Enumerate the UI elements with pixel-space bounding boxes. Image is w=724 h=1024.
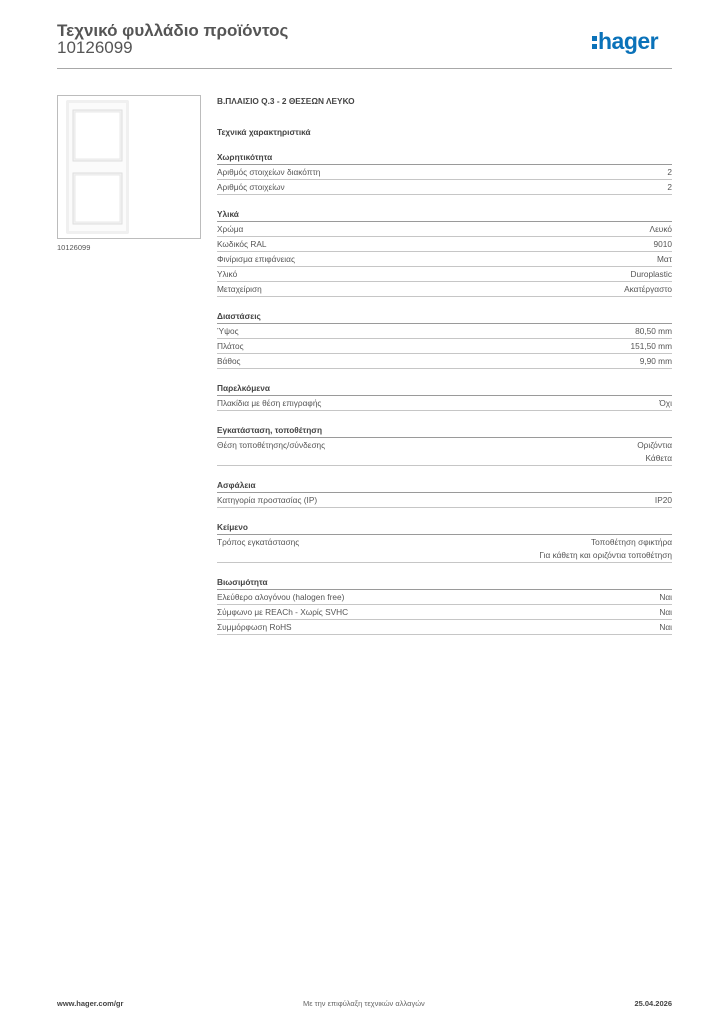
- section-title: Χωρητικότητα: [217, 152, 672, 165]
- spec-label: Θέση τοποθέτησης/σύνδεσης: [217, 440, 326, 450]
- footer-notice: Με την επιφύλαξη τεχνικών αλλαγών: [303, 999, 425, 1008]
- spec-value-line: 2: [667, 167, 672, 177]
- spec-value-line: Για κάθετη και οριζόντια τοποθέτηση: [539, 550, 672, 560]
- spec-value-line: Κάθετα: [645, 453, 672, 463]
- spec-value-line: 151,50 mm: [630, 341, 672, 351]
- spec-label: Φινίρισμα επιφάνειας: [217, 254, 295, 264]
- spec-label: Μεταχείριση: [217, 284, 262, 294]
- spec-label: Σύμφωνο με REACh - Χωρίς SVHC: [217, 607, 349, 617]
- spec-row: [217, 237, 672, 252]
- spec-section: [217, 209, 672, 297]
- spec-value-line: Duroplastic: [630, 269, 672, 279]
- spec-section: [217, 577, 672, 635]
- section-title: Διαστάσεις: [217, 311, 672, 324]
- spec-value-line: Ναι: [659, 607, 672, 617]
- logo-text: hager: [598, 28, 659, 54]
- spec-label: Αριθμός στοιχείων διακόπτη: [217, 167, 321, 177]
- spec-row: [217, 438, 672, 466]
- spec-value: [640, 355, 672, 368]
- spec-value: [630, 340, 672, 353]
- spec-value-line: Τοποθέτηση σφικτήρα: [590, 537, 672, 547]
- spec-value-line: Λευκό: [649, 224, 672, 234]
- spec-label: Χρώμα: [217, 224, 244, 234]
- spec-value: [539, 536, 672, 562]
- spec-label: Αριθμός στοιχείων: [217, 182, 285, 192]
- spec-value: [659, 606, 672, 619]
- spec-value-line: 80,50 mm: [635, 326, 672, 336]
- spec-row: [217, 222, 672, 237]
- product-name: Β.ΠΛΑΙΣΙΟ Q.3 - 2 ΘΕΣΕΩΝ ΛΕΥΚΟ: [217, 96, 355, 106]
- spec-value-line: 2: [667, 182, 672, 192]
- spec-label: Υλικό: [217, 269, 238, 279]
- logo-dots-icon: [592, 34, 597, 50]
- spec-label: Πλάτος: [217, 341, 244, 351]
- spec-section: [217, 383, 672, 411]
- spec-label: Κατηγορία προστασίας (IP): [217, 495, 318, 505]
- spec-label: Τρόπος εγκατάστασης: [217, 537, 300, 547]
- spec-value-line: Ματ: [657, 254, 672, 264]
- spec-value: [659, 621, 672, 634]
- spec-row: [217, 165, 672, 180]
- spec-value: [624, 283, 672, 296]
- section-title: Ασφάλεια: [217, 480, 672, 493]
- product-image: [57, 95, 201, 239]
- spec-row: [217, 267, 672, 282]
- spec-section: [217, 480, 672, 508]
- spec-value-line: 9010: [653, 239, 672, 249]
- section-title: Υλικά: [217, 209, 672, 222]
- spec-value: [654, 238, 672, 251]
- spec-label: Πλακίδια με θέση επιγραφής: [217, 398, 322, 408]
- footer-website: www.hager.com/gr: [57, 999, 124, 1008]
- spec-section: [217, 425, 672, 466]
- spec-row: [217, 590, 672, 605]
- spec-value: [630, 268, 672, 281]
- spec-value: [637, 439, 672, 465]
- spec-label: Συμμόρφωση RoHS: [217, 622, 292, 632]
- spec-row: [217, 605, 672, 620]
- spec-row: [217, 493, 672, 508]
- spec-row: [217, 282, 672, 297]
- spec-row: [217, 252, 672, 267]
- document-title: Τεχνικό φυλλάδιο προϊόντος: [57, 21, 289, 40]
- image-caption: 10126099: [57, 243, 91, 252]
- spec-row: [217, 396, 672, 411]
- spec-row: [217, 180, 672, 195]
- spec-value: [635, 325, 672, 338]
- spec-value: [667, 166, 672, 179]
- spec-value: [659, 591, 672, 604]
- spec-value-line: IP20: [654, 495, 672, 505]
- spec-label: Ύψος: [217, 326, 239, 336]
- spec-value: [667, 181, 672, 194]
- spec-row: [217, 354, 672, 369]
- section-title: Βιωσιμότητα: [217, 577, 672, 590]
- spec-row: [217, 339, 672, 354]
- hager-logo: [592, 29, 658, 53]
- spec-value-line: Ακατέργαστο: [624, 284, 672, 294]
- spec-sections: [217, 152, 672, 635]
- spec-value: [657, 253, 672, 266]
- spec-value-line: Οριζόντια: [637, 440, 672, 450]
- spec-value-line: Ναι: [659, 622, 672, 632]
- footer-date: 25.04.2026: [634, 999, 672, 1008]
- spec-label: Ελεύθερο αλογόνου (halogen free): [217, 592, 345, 602]
- section-title: Παρελκόμενα: [217, 383, 672, 396]
- spec-value-line: Ναι: [659, 592, 672, 602]
- spec-panel: [217, 94, 672, 635]
- spec-section: [217, 522, 672, 563]
- spec-row: [217, 620, 672, 635]
- spec-section: [217, 152, 672, 195]
- header-divider: [57, 68, 672, 69]
- section-title: Κείμενο: [217, 522, 672, 535]
- spec-value: [659, 397, 672, 410]
- spec-value: [650, 223, 672, 236]
- spec-section: [217, 311, 672, 369]
- tech-characteristics-heading: Τεχνικά χαρακτηριστικά: [217, 127, 311, 137]
- section-title: Εγκατάσταση, τοποθέτηση: [217, 425, 672, 438]
- spec-value-line: 9,90 mm: [639, 356, 672, 366]
- spec-value-line: Όχι: [659, 398, 672, 408]
- spec-row: [217, 324, 672, 339]
- spec-label: Βάθος: [217, 356, 241, 366]
- product-code: 10126099: [57, 38, 133, 57]
- spec-label: Κωδικός RAL: [217, 239, 267, 249]
- double-frame-product-photo-icon: [58, 96, 200, 238]
- spec-row: [217, 535, 672, 563]
- spec-value: [655, 494, 672, 507]
